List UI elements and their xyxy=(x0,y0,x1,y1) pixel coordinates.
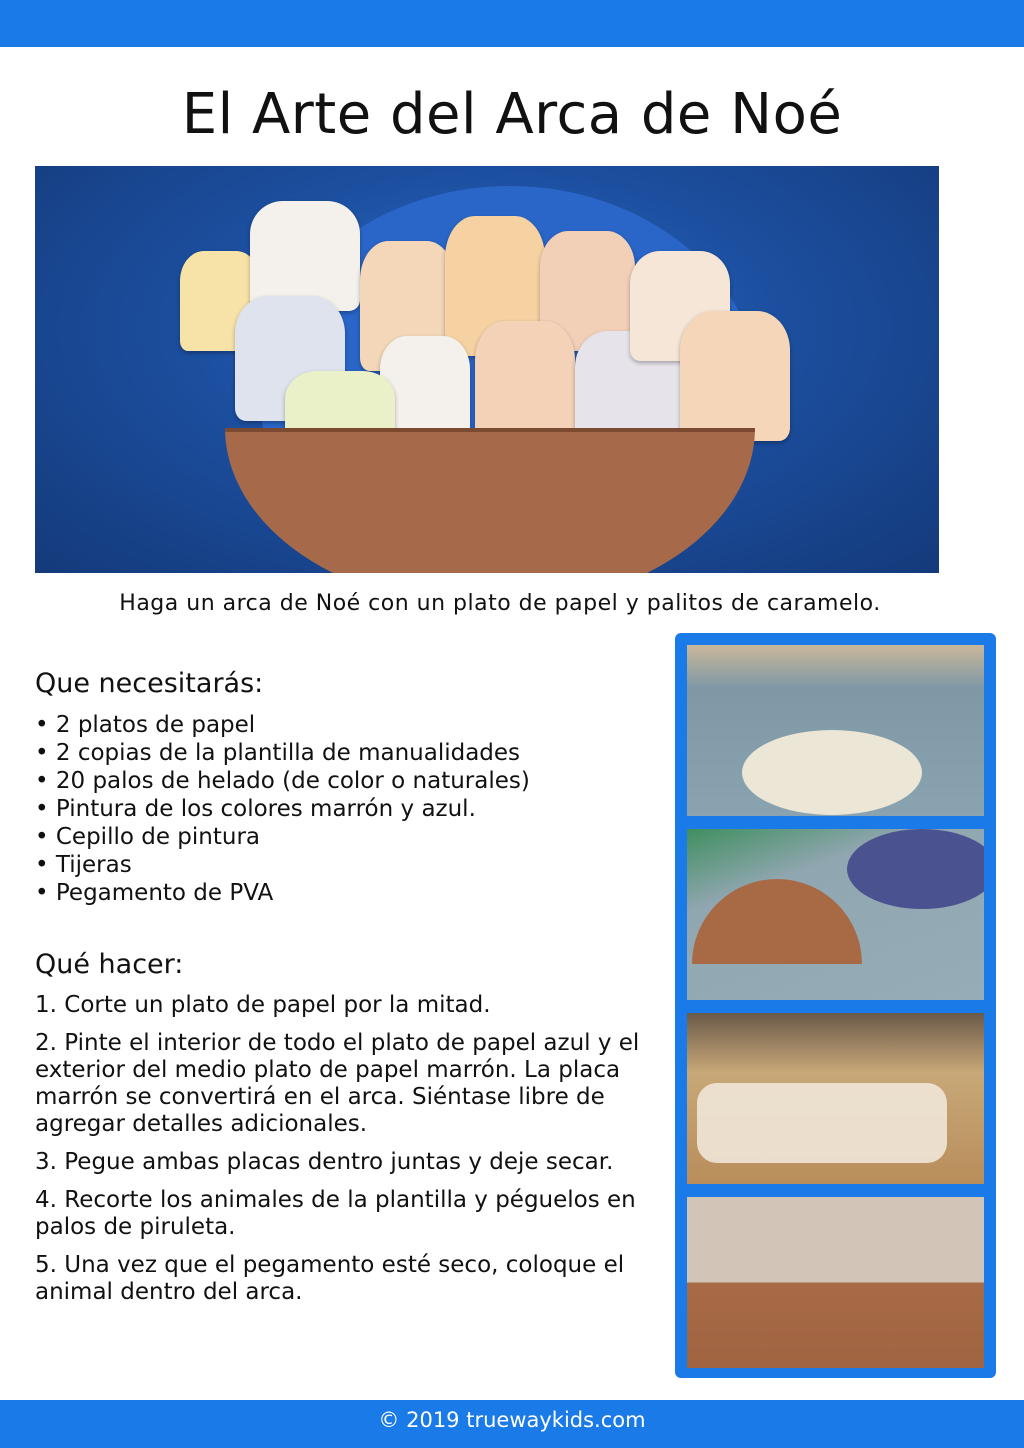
hero-photo-noahs-ark-craft xyxy=(35,166,939,573)
materials-list xyxy=(35,711,655,907)
list-item: • Pintura de los colores marrón y azul. xyxy=(35,796,476,822)
list-item: • Pegamento de PVA xyxy=(35,880,274,906)
animal-cutouts xyxy=(180,201,800,451)
caption: Haga un arca de Noé con un plato de papel y palitos de caramelo. xyxy=(119,591,881,616)
step-item: 4. Recorte los animales de la plantilla y péguelos en palos de piruleta. xyxy=(35,1187,636,1240)
step-item: 5. Una vez que el pegamento esté seco, coloque el animal dentro del arca. xyxy=(35,1252,625,1305)
ark-hull xyxy=(225,428,755,573)
materials-heading: Que necesitarás: xyxy=(35,668,264,699)
step-item: 1. Corte un plato de papel por la mitad. xyxy=(35,992,491,1018)
step-item: 2. Pinte el interior de todo el plato de papel azul y el exterior del medio plato de papel marrón. La placa marrón se convertirá en el arca. Siéntase libre de agregar detalles adicionales. xyxy=(35,1030,640,1137)
steps-list xyxy=(35,992,655,1306)
list-item: • 2 copias de la plantilla de manualidades xyxy=(35,740,521,766)
footer-copyright: © 2019 truewaykids.com xyxy=(0,1400,1024,1448)
step-photos-panel xyxy=(675,633,996,1378)
photo-painted-plates xyxy=(687,829,984,1000)
list-item: • Cepillo de pintura xyxy=(35,824,261,850)
list-item: • Tijeras xyxy=(35,852,132,878)
photo-cutting-animals xyxy=(687,1013,984,1184)
list-item: • 2 platos de papel xyxy=(35,712,256,738)
top-bar xyxy=(0,0,1024,47)
list-item: • 20 palos de helado (de color o naturales) xyxy=(35,768,530,794)
steps-heading: Qué hacer: xyxy=(35,949,184,980)
photo-finished-ark xyxy=(687,1197,984,1368)
instructions xyxy=(35,668,655,1317)
photo-materials xyxy=(687,645,984,816)
page-title: El Arte del Arca de Noé xyxy=(181,82,843,147)
step-item: 3. Pegue ambas placas dentro juntas y deje secar. xyxy=(35,1149,614,1175)
